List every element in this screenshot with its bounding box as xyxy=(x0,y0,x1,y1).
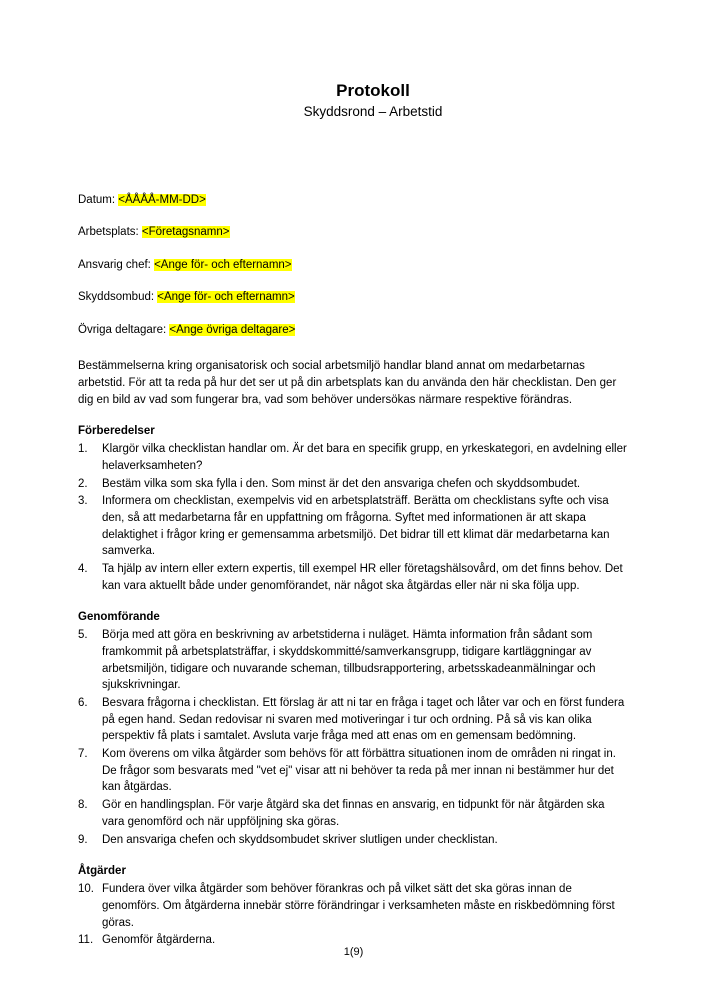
list-item xyxy=(78,881,628,931)
list-item-text: Den ansvariga chefen och skyddsombudet skriver slutligen under checklistan. xyxy=(102,833,498,846)
page-subtitle: Skyddsrond – Arbetstid xyxy=(303,104,443,120)
list-item xyxy=(78,627,628,694)
field-skyddsombud-label: Skyddsombud: xyxy=(78,291,158,304)
list-item-number: 11. xyxy=(78,934,94,947)
document-body xyxy=(78,0,628,950)
list-item xyxy=(78,441,628,474)
field-ovriga-deltagare xyxy=(78,323,628,339)
list-item xyxy=(78,695,628,745)
list-item xyxy=(78,561,628,594)
list-item-text: Besvara frågorna i checklistan. Ett förslag är att ni tar en fråga i taget och låter var och en först fundera på egen hand. Sedan redovisar ni svaren med motiveringar i tur och ordning. På så vis kan olika perspektiv få plats i samtalet. Avsluta varje fråga med att enas om en gemensam bedömning. xyxy=(102,697,625,743)
list-item-number: 10. xyxy=(78,883,94,896)
list-item-text: Informera om checklistan, exempelvis vid en arbetsplatsträff. Berätta om checklistans syfte och visa den, så att medarbetarna får en uppfattning om frågorna. Syftet med informationen är att skapa delaktighet i frågor kring er gemensamma arbetsmiljö. Det bidrar till ett klimat där medarbetarna kan samverka. xyxy=(102,495,610,558)
list-item-text: Gör en handlingsplan. För varje åtgärd ska det finnas en ansvarig, en tidpunkt för när åtgärden ska vara genomförd och när uppföljning ska göras. xyxy=(102,799,605,828)
step-list-atgarder xyxy=(78,881,628,949)
list-item-number: 8. xyxy=(78,799,88,812)
field-ansvarig-chef-label: Ansvarig chef: xyxy=(78,258,155,271)
field-datum xyxy=(78,193,628,209)
list-item-number: 9. xyxy=(78,833,88,846)
field-skyddsombud xyxy=(78,290,628,306)
list-item-text: Genomför åtgärderna. xyxy=(102,934,216,947)
step-list-genomforande xyxy=(78,627,628,848)
list-item-number: 5. xyxy=(78,629,88,642)
list-item xyxy=(78,832,628,849)
intro-paragraph: Bestämmelserna kring organisatorisk och social arbetsmiljö handlar bland annat om medarbetarnas arbetstid. För att ta reda på hur det ser ut på din arbetsplats kan du använda den här checklistan. Den ger dig en bild av vad som fungerar bra, vad som behöver undersökas närmare respektive förändras. xyxy=(78,360,617,406)
list-item-text: Bestäm vilka som ska fylla i den. Som minst är det den ansvariga chefen och skyddsombudet. xyxy=(102,477,581,490)
list-item-text: Kom överens om vilka åtgärder som behövs för att förbättra situationen inom de områden ni ringat in. De frågor som besvarats med "vet ej" visar att ni behöver ta reda på mer innan ni bestämmer hur det kan åtgärdas. xyxy=(102,748,616,794)
section-heading-atgarder: Åtgärder xyxy=(78,865,126,878)
field-skyddsombud-value[interactable]: <Ange för- och efternamn> xyxy=(157,291,295,304)
step-list-forberedelser xyxy=(78,441,628,594)
list-item-number: 2. xyxy=(78,477,88,490)
list-item-text: Fundera över vilka åtgärder som behöver förankras och på vilket sätt det ska göras innan de genomförs. Om åtgärderna innebär större förändringar i verksamheten måste en riskbedömning först göras. xyxy=(102,883,615,929)
field-ovriga-deltagare-value[interactable]: <Ange övriga deltagare> xyxy=(169,323,296,336)
field-datum-label: Datum: xyxy=(78,193,119,206)
list-item xyxy=(78,797,628,830)
section-heading-genomforande: Genomförande xyxy=(78,611,160,624)
page-number: 1(9) xyxy=(343,946,364,958)
metadata-fields xyxy=(78,193,628,339)
list-item-number: 6. xyxy=(78,697,88,710)
list-item-number: 7. xyxy=(78,748,88,761)
list-item-number: 1. xyxy=(78,443,88,456)
list-item xyxy=(78,746,628,796)
list-item-text: Klargör vilka checklistan handlar om. Är det bara en specifik grupp, en yrkeskategori, en avdelning eller helaverksamheten? xyxy=(102,443,627,473)
field-ovriga-deltagare-label: Övriga deltagare: xyxy=(78,323,170,336)
field-arbetsplats-value[interactable]: <Företagsnamn> xyxy=(141,226,230,239)
field-datum-value[interactable]: <ÅÅÅÅ-MM-DD> xyxy=(118,193,206,206)
field-arbetsplats-label: Arbetsplats: xyxy=(78,226,142,239)
title-block xyxy=(118,80,628,121)
page-title: Protokoll xyxy=(336,81,410,100)
section-heading-forberedelser: Förberedelser xyxy=(78,425,155,438)
page-footer xyxy=(0,946,707,958)
list-item-number: 4. xyxy=(78,563,88,576)
field-ansvarig-chef xyxy=(78,258,628,274)
list-item-number: 3. xyxy=(78,495,88,508)
list-item-text: Ta hjälp av intern eller extern expertis, till exempel HR eller företagshälsovård, om det finns behov. Det kan vara aktuellt både under genomförandet, när något ska åtgärdas eller när ni ska följa upp. xyxy=(102,563,623,592)
list-item xyxy=(78,493,628,560)
field-arbetsplats xyxy=(78,225,628,241)
list-item-text: Börja med att göra en beskrivning av arbetstiderna i nuläget. Hämta information från sådant som framkommit på arbetsplatsträffar, i skyddskommitté/samverkansgrupp, tidigare kartläggningar av arbetsmiljön, tidigare och nuvarande scheman, tillbudsrapportering, arbetsskadeanmälningar och sjukskrivningar. xyxy=(102,629,596,692)
field-ansvarig-chef-value[interactable]: <Ange för- och efternamn> xyxy=(154,258,292,271)
list-item xyxy=(78,476,628,493)
